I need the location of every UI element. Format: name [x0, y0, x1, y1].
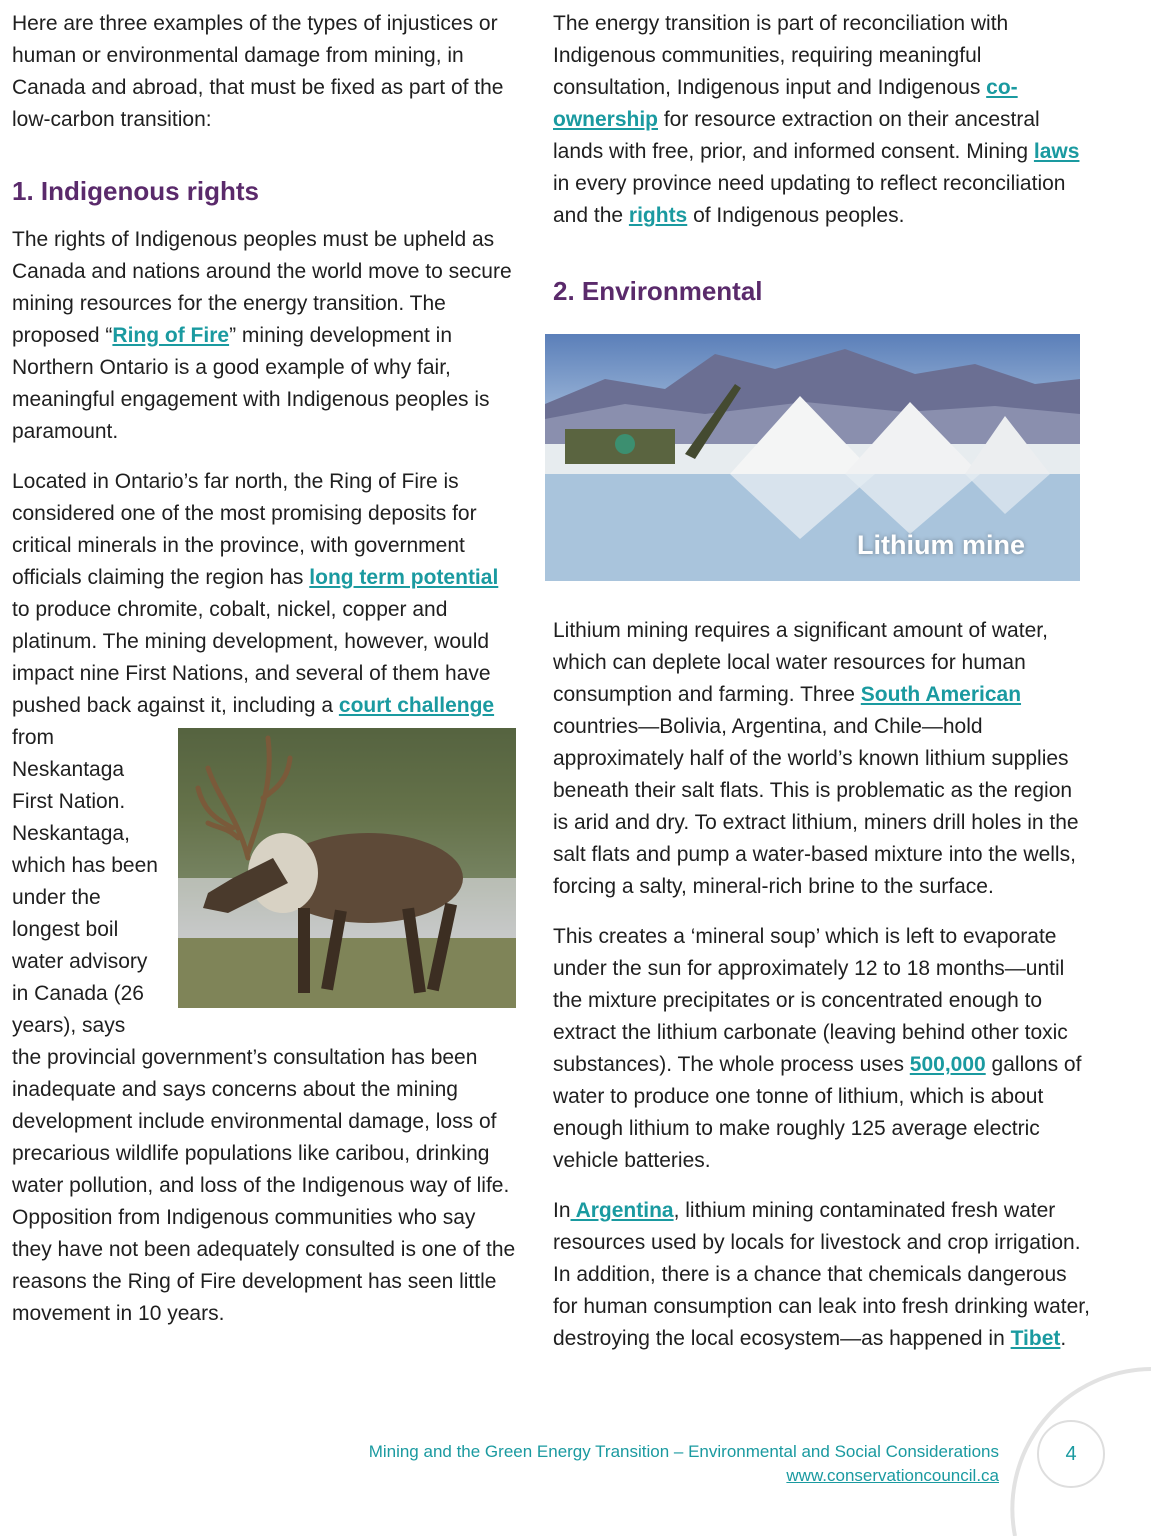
link-laws[interactable]: laws [1033, 140, 1080, 163]
heading-indigenous-rights: 1. Indigenous rights [12, 176, 260, 206]
text-span: countries—Bolivia, Argentina, and Chile—hold approximately half of the world’s known lithium supplies beneath their salt flats. This is problematic as the region is arid and dry. To extract lithium, miners drill holes in the salt flats and pump a water-based mixture into the wells, forcing a salty, mineral-rich brine to the surface. [553, 715, 1079, 898]
text-span: ” mining development in Northern Ontario is a good example of why fair, meaningful engagement with Indigenous peoples is paramount. [12, 324, 490, 443]
text-span: of Indigenous peoples. [687, 204, 905, 227]
link-rights[interactable]: rights [628, 204, 688, 227]
paragraph-reconciliation [553, 8, 1093, 232]
link-court-challenge[interactable]: court challenge [338, 694, 495, 717]
paragraph-lithium-water [553, 615, 1093, 903]
paragraph-mineral-soup [553, 921, 1093, 1177]
footer-title: Mining and the Green Energy Transition – Environmental and Social Considerations [368, 1442, 999, 1461]
link-500000[interactable]: 500,000 [909, 1053, 986, 1076]
text-span: , lithium mining contaminated fresh water resources used by locals for livestock and crop irrigation. In addition, there is a chance that chemicals dangerous for human consumption can leak into fresh drinking water, destroying the local ecosystem—as happened in [553, 1199, 1090, 1350]
text-span: The energy transition is part of reconciliation with Indigenous communities, requiring meaningful consultation, Indigenous input and Indigenous [553, 12, 1009, 99]
paragraph-ring-of-fire [12, 224, 520, 448]
link-south-american[interactable]: South American [860, 683, 1022, 706]
intro-paragraph: Here are three examples of the types of injustices or human or environmental damage from mining, in Canada and abroad, that must be fixed as part of the low-carbon transition: [12, 12, 504, 131]
caribou-photo [178, 728, 516, 1008]
text-span: in every province need updating to reflect reconciliation and the [553, 172, 1066, 227]
text-span: gallons of water to produce one tonne of lithium, which is about enough lithium to make roughly 125 average electric vehicle batteries. [553, 1053, 1082, 1172]
image-caption: Lithium mine [857, 530, 1025, 560]
paragraph-location [12, 466, 520, 1330]
text-span: . [1060, 1327, 1067, 1350]
text-span: for resource extraction on their ancestral lands with free, prior, and informed consent. Mining [553, 108, 1040, 163]
footer [369, 1440, 999, 1488]
right-column [553, 8, 1093, 1373]
caribou-illustration [178, 728, 516, 1008]
text-span: to produce chromite, cobalt, nickel, copper and platinum. The mining development, however, would impact nine First Nations, and several of them have pushed back against it, including a [12, 598, 491, 717]
link-long-term-potential[interactable]: long term potential [309, 566, 499, 589]
text-span: Located in Ontario’s far north, the Ring of Fire is considered one of the most promising deposits for critical minerals in the province, with government officials claiming the region has [12, 470, 477, 589]
link-ring-of-fire[interactable]: Ring of Fire [112, 324, 230, 347]
page-number: 4 [1037, 1420, 1105, 1488]
text-span: The rights of Indigenous peoples must be upheld as Canada and nations around the world move to secure mining resources for the energy transition. The proposed “ [12, 228, 512, 347]
text-span: from Neskantaga First Nation. Neskantaga, which has been under the longest boil water advisory in Canada (26 years), says the provincial government’s consultation has been inadequate and says concerns about the mining development include environmental damage, loss of precarious wildlife populations like caribou, drinking water pollution, and loss of the Indigenous way of life. Opposition from Indigenous communities who say they have not been adequately consulted is one of the reasons the Ring of Fire development has seen little movement in 10 years. [12, 726, 516, 1325]
footer-url[interactable]: www.conservationcouncil.ca [786, 1466, 999, 1485]
paragraph-argentina [553, 1195, 1093, 1355]
link-co-ownership[interactable]: co-ownership [553, 76, 1018, 131]
lithium-mine-photo [545, 334, 1080, 581]
left-column [12, 8, 520, 1348]
link-argentina[interactable]: Argentina [570, 1199, 674, 1222]
text-span: This creates a ‘mineral soup’ which is left to evaporate under the sun for approximately 12 to 18 months—until the mixture precipitates or is concentrated enough to extract the lithium carbonate (leaving behind other toxic substances). The whole process uses [553, 925, 1068, 1076]
heading-environmental: 2. Environmental [553, 276, 763, 306]
text-span: Lithium mining requires a significant amount of water, which can deplete local water resources for human consumption and farming. Three [553, 619, 1048, 706]
text-span: In [553, 1199, 571, 1222]
link-tibet[interactable]: Tibet [1010, 1327, 1061, 1350]
